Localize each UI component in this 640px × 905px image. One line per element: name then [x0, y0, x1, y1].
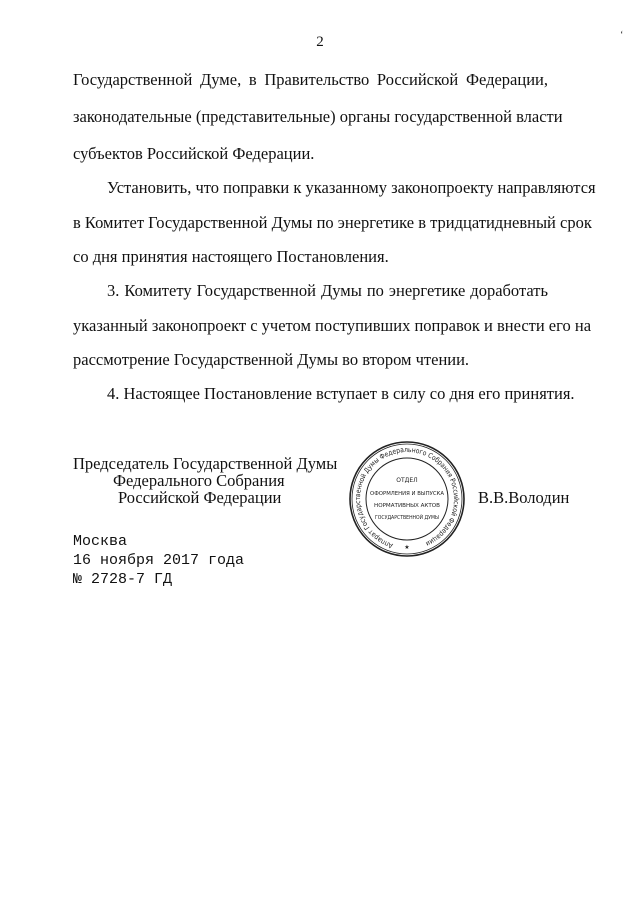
paragraph-line: указанный законопроект с учетом поступивших поправок и внести его на [73, 316, 592, 335]
star-icon: ★ [404, 545, 410, 551]
city: Москва [73, 533, 128, 550]
stamp-ring-text: Аппарат Государственной Думы Федерального Собрания Российской Федерации [353, 445, 461, 550]
stamp-line4: ГОСУДАРСТВЕННОЙ ДУМЫ [375, 515, 448, 521]
paragraph-line: рассмотрение Государственной Думы во втором чтении. [73, 350, 470, 369]
page-number: 2 [316, 34, 324, 50]
paragraph-line: 3. Комитету Государственной Думы по энергетике доработать [107, 281, 548, 300]
document-number: № 2728-7 ГД [73, 571, 173, 588]
stamp-line1: ОТДЕЛ [396, 477, 418, 484]
date: 16 ноября 2017 года [73, 552, 245, 569]
paragraph-line: субъектов Российской Федерации. [73, 144, 315, 163]
stamp-line2: ОФОРМЛЕНИЯ И ВЫПУСКА [370, 491, 445, 497]
paragraph-line: Государственной Думе, в Правительство Российской Федерации, [73, 70, 548, 89]
margin-mark: ʻ [620, 30, 624, 41]
signatory-name: В.В.Володин [478, 488, 570, 507]
signatory-title-line2: Федерального Собрания [113, 471, 285, 490]
paragraph-line: в Комитет Государственной Думы по энергетике в тридцатидневный срок [73, 213, 592, 232]
paragraph-line: законодательные (представительные) органы государственной власти [73, 107, 563, 126]
paragraph-line: 4. Настоящее Постановление вступает в силу со дня его принятия. [107, 384, 575, 403]
paragraph-line: Установить, что поправки к указанному законопроекту направляются [107, 178, 596, 197]
stamp-line3: НОРМАТИВНЫХ АКТОВ [374, 503, 441, 509]
signatory-title-line1: Председатель Государственной Думы [73, 454, 338, 473]
signatory-title-line3: Российской Федерации [118, 488, 282, 507]
official-stamp [348, 440, 466, 558]
paragraph-line: со дня принятия настоящего Постановления. [73, 247, 389, 266]
